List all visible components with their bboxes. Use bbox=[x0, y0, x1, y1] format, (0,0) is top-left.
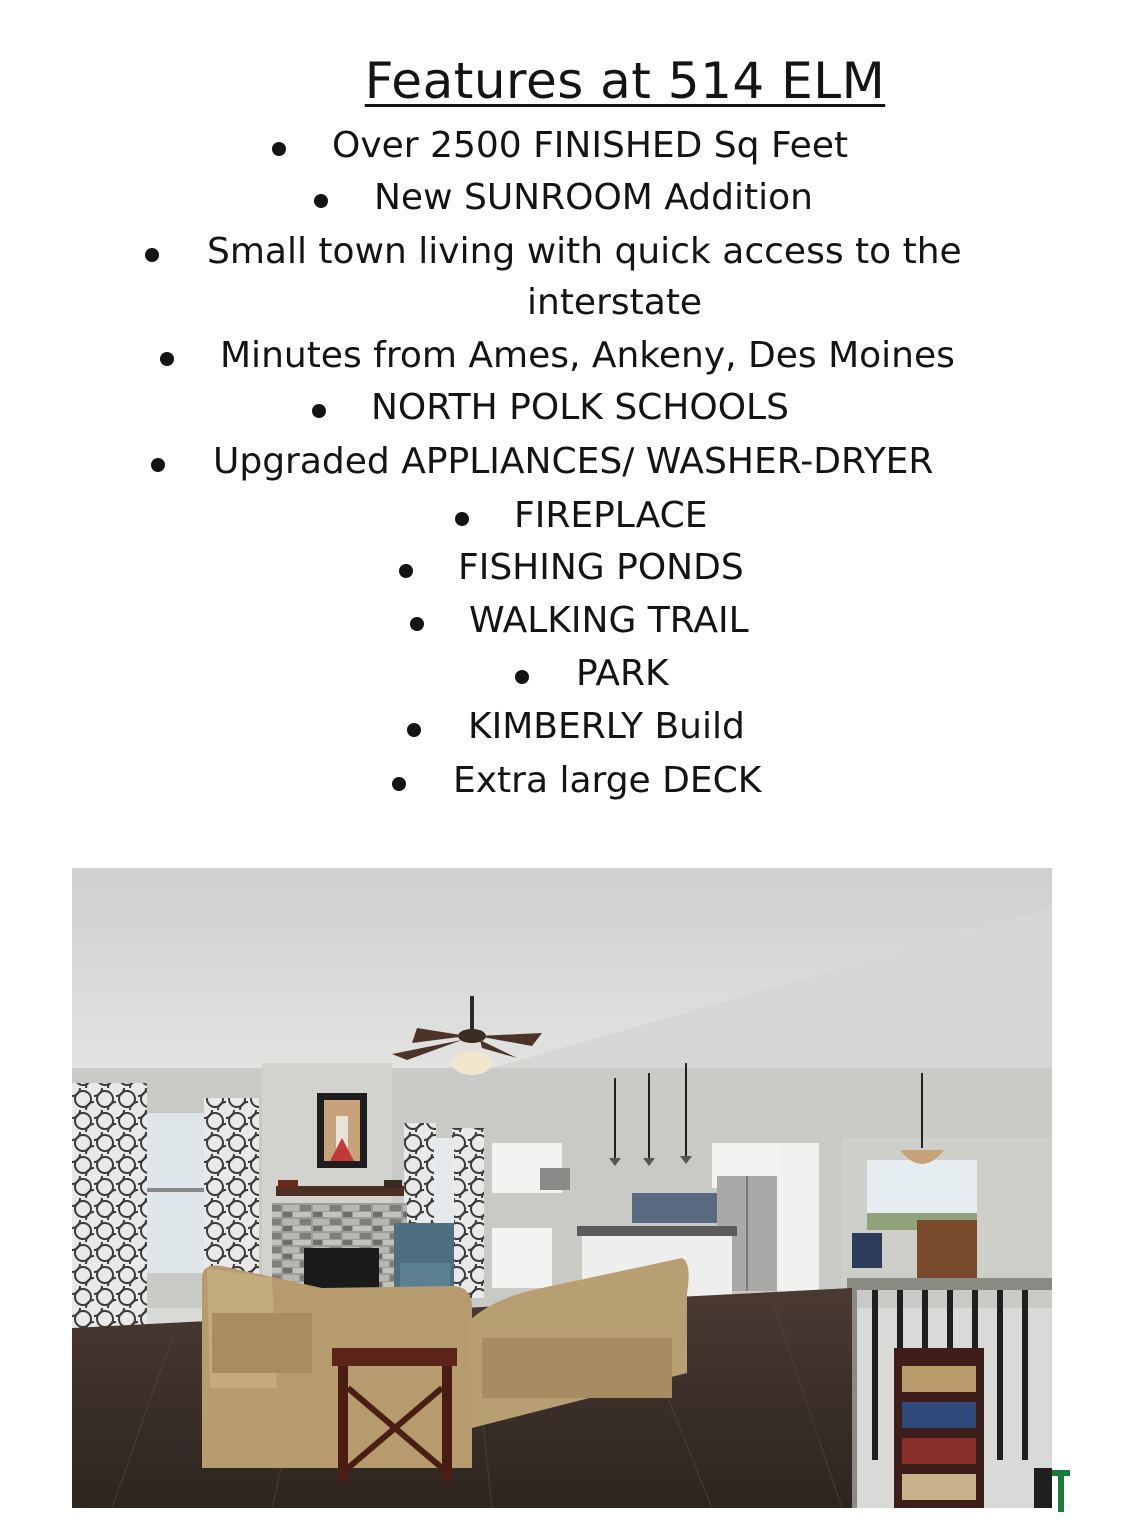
feature-item: Extra large DECK bbox=[453, 760, 762, 801]
feature-item: WALKING TRAIL bbox=[469, 600, 749, 641]
feature-item: Over 2500 FINISHED Sq Feet bbox=[332, 125, 849, 166]
page-title: Features at 514 ELM bbox=[364, 52, 886, 110]
feature-item: FIREPLACE bbox=[514, 495, 708, 536]
feature-item: PARK bbox=[576, 653, 669, 694]
feature-item: FISHING PONDS bbox=[458, 547, 744, 588]
bullet-icon bbox=[399, 564, 413, 578]
bullet-icon bbox=[160, 352, 174, 366]
feature-item: Small town living with quick access to the bbox=[207, 231, 962, 272]
bullet-icon bbox=[410, 617, 424, 631]
feature-item: New SUNROOM Addition bbox=[374, 177, 813, 218]
feature-item: Upgraded APPLIANCES/ WASHER-DRYER bbox=[213, 441, 934, 482]
bullet-icon bbox=[272, 142, 286, 156]
bullet-icon bbox=[151, 458, 165, 472]
bullet-icon bbox=[312, 404, 326, 418]
bullet-icon bbox=[407, 723, 421, 737]
feature-item: NORTH POLK SCHOOLS bbox=[371, 387, 789, 428]
bullet-icon bbox=[455, 512, 469, 526]
bullet-icon bbox=[314, 194, 328, 208]
tee-marker-icon bbox=[1052, 1470, 1070, 1512]
bullet-icon bbox=[515, 670, 529, 684]
feature-item: KIMBERLY Build bbox=[468, 706, 745, 747]
feature-item: Minutes from Ames, Ankeny, Des Moines bbox=[220, 335, 955, 376]
bullet-icon bbox=[145, 248, 159, 262]
living-room-photo bbox=[72, 868, 1052, 1508]
bullet-icon bbox=[392, 777, 406, 791]
feature-item-continued: interstate bbox=[527, 282, 703, 323]
